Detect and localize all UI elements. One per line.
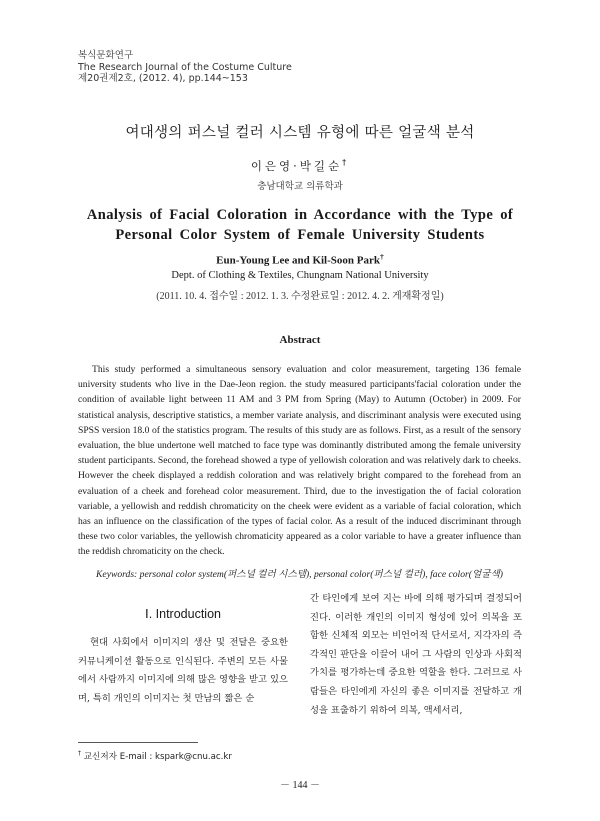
keywords: Keywords: personal color system(퍼스널 컬러 시스템), personal color(퍼스널 컬러), face color(얼굴색) (96, 569, 503, 580)
page-number: － 144 － (280, 780, 320, 791)
introduction-right-column: 간 타인에게 보여 지는 바에 의해 평가되며 결정되어진다. 이러한 개인의 이미지 형성에 있어 의복을 포함한 신체적 외모는 비언어적 단서로서, 지각자의 즉각적인 판단을 이끌어 내어 그 사람의 인상과 사회적 가치를 평가하는데 중요한 역할을 한다. 그러므로 사람들은 타인에게 자신의 좋은 이미지를 전달하고 개성을 표출하기 위하여 의복, 액세서리, (310, 593, 522, 716)
footnote (78, 750, 232, 762)
footnote-mark: † (78, 750, 82, 758)
affiliation-korean: 충남대학교 의류학과 (257, 181, 343, 192)
corresponding-mark: † (342, 158, 350, 168)
journal-volume: 제20권제2호, (2012. 4), pp.144~153 (78, 73, 248, 84)
introduction-left-column: 현대 사회에서 이미지의 생산 및 전달은 중요한 커뮤니케이션 활동으로 인식된다. 주변의 모든 사물에서 사람까지 이미지에 의해 많은 영향을 받고 있으며, 특히 개인의 이미지는 첫 만남의 짧은 순 (78, 637, 288, 704)
affiliation-english: Dept. of Clothing & Textiles, Chungnam National University (171, 270, 429, 281)
journal-name-kr: 복식문화연구 (78, 50, 134, 61)
title-korean: 여대생의 퍼스널 컬러 시스템 유형에 따른 얼굴색 분석 (125, 125, 475, 141)
authors-english (0, 252, 600, 267)
title-english-line-2: Personal Color System of Female University Students (115, 227, 485, 243)
abstract-body: This study performed a simultaneous sensory evaluation and color measurement, targeting 136 female university students who live in the Dae-Jeon region. the study measured participants'facial coloration under the condition of available light between 11 AM and 3 PM from Spring (May) to Autumn (October) in 2009. For statistical analysis, descriptive statistics, a member variate analysis, and discriminant analysis were executed using SPSS version 18.0 of the statistics program. The results of this study are as follows. First, as a result of the sensory evaluation, the blue undertone well matched to face type was dominantly distributed among the female university student participants. Second, the forehead showed a type of yellowish coloration and was relatively dark to cheeks. However the cheek displayed a reddish coloration and was relatively bright compared to the forehead from an evaluation of a cheek and forehead color measurement. Third, due to the investigation the of facial coloration variable, a yellowish and reddish chromaticity on the cheek were evident as a variable of facial coloration, which has an influence on the classification of the types of facial color. As a result of the induced discriminant through these two color variables, the yellowish chromaticity appeared as a color variable to have a greater influence than the reddish chromaticity on the check. (78, 364, 521, 558)
journal-name-en: The Research Journal of the Costume Culture (78, 61, 292, 73)
section-heading-introduction: Ⅰ. Introduction (145, 607, 221, 621)
footnote-text: 교신저자 E-mail : kspark@cnu.ac.kr (83, 752, 232, 762)
authors-korean-names: 이은영·박길순 (250, 159, 343, 173)
title-english-line-1: Analysis of Facial Coloration in Accordance with the Type of (86, 207, 514, 223)
corresponding-mark-en: † (379, 252, 384, 261)
title-english (60, 205, 540, 245)
authors-english-names: Eun-Young Lee and Kil-Soon Park (216, 254, 380, 267)
submission-dates: (2011. 10. 4. 접수일 : 2012. 1. 3. 수정완료일 : 2012. 4. 2. 게재확정일) (156, 291, 444, 302)
abstract-heading: Abstract (279, 334, 321, 346)
footnote-divider (78, 742, 198, 743)
journal-header (78, 50, 292, 85)
authors-korean (0, 158, 600, 174)
